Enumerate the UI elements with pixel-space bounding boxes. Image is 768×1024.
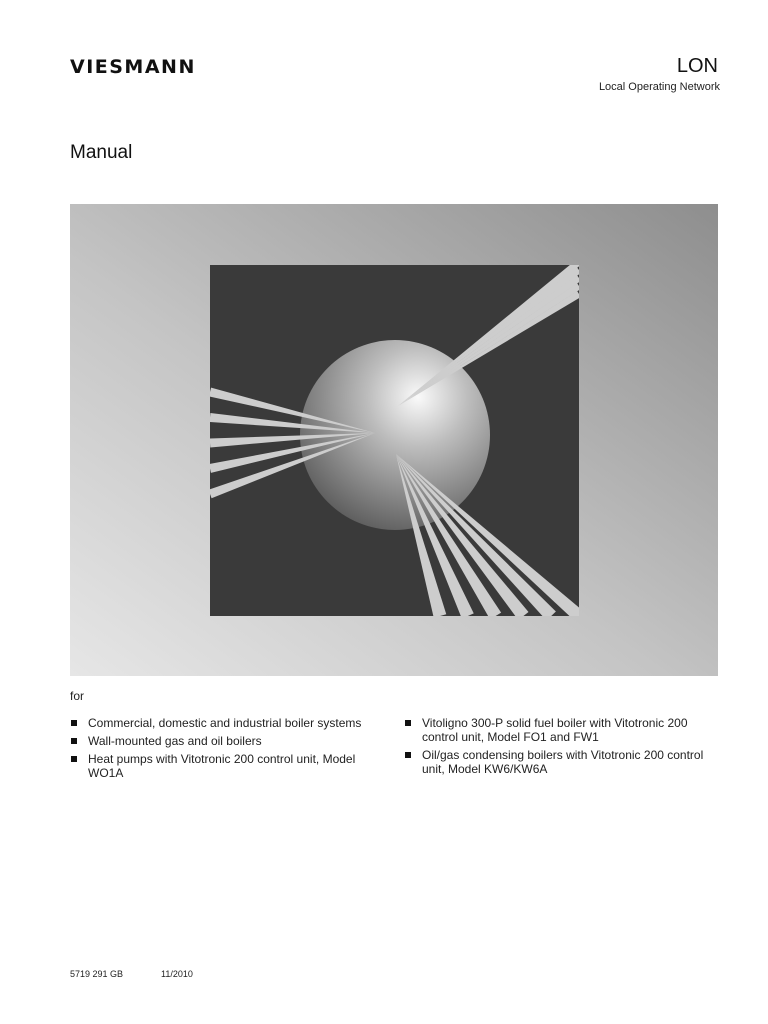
list-item: Vitoligno 300-P solid fuel boiler with Vitotronic 200 control unit, Model FO1 and FW1 [404, 716, 714, 744]
bullet-square-icon [405, 752, 411, 758]
application-list-right [404, 716, 714, 780]
product-name: LON [676, 55, 718, 77]
cover-illustration [70, 204, 718, 676]
bullet-square-icon [405, 720, 411, 726]
product-subtitle: Local Operating Network [598, 81, 720, 93]
document-number: 5719 291 GB [70, 969, 124, 979]
list-item: Heat pumps with Vitotronic 200 control unit, Model WO1A [70, 752, 390, 780]
bullet-square-icon [71, 738, 77, 744]
for-label: for [70, 689, 85, 703]
list-item: Wall-mounted gas and oil boilers [70, 734, 390, 748]
sphere-light-rays-illustration [70, 204, 718, 676]
viessmann-logo: VIESMANN [70, 56, 196, 78]
list-item: Commercial, domestic and industrial boiler systems [70, 716, 390, 730]
bullet-square-icon [71, 720, 77, 726]
bullet-square-icon [71, 756, 77, 762]
document-date: 11/2010 [161, 969, 193, 979]
document-title: Manual [70, 142, 133, 163]
list-item: Oil/gas condensing boilers with Vitotronic 200 control unit, Model KW6/KW6A [404, 748, 714, 776]
application-list-left [70, 716, 390, 784]
